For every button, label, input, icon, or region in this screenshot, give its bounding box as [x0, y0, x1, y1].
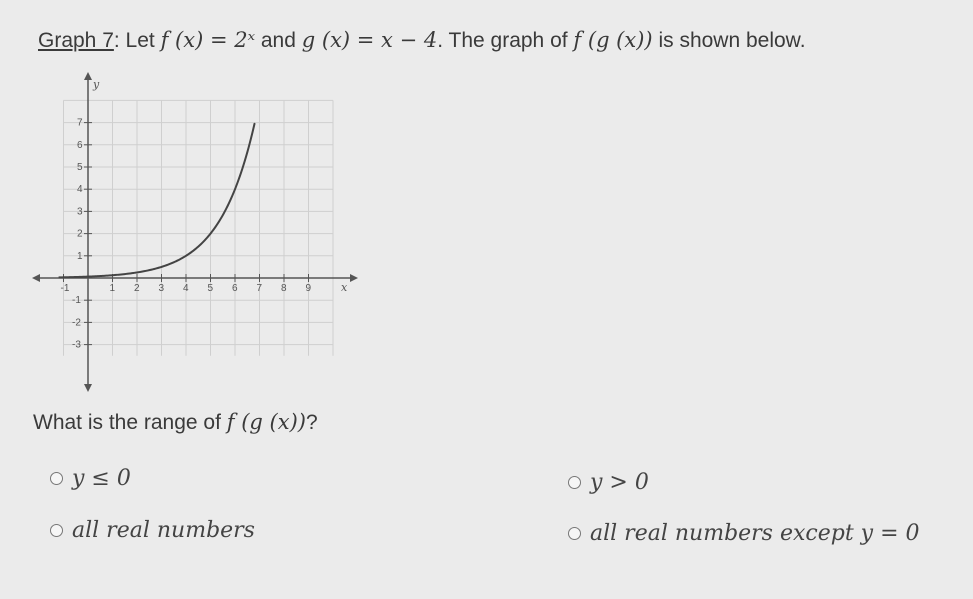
x-tick-label: 1	[109, 283, 116, 294]
x-tick-label: 2	[134, 283, 140, 294]
data-point	[234, 188, 236, 190]
y-tick-label: 6	[77, 139, 83, 151]
x-tick-label: 4	[183, 283, 189, 294]
x-tick-label: 5	[207, 283, 214, 294]
y-tick-label: 5	[77, 162, 83, 173]
x-axis-arrow	[350, 274, 358, 282]
x-tick-label: 6	[232, 283, 238, 294]
data-point	[185, 255, 187, 257]
y-axis-arrow-down	[84, 384, 92, 392]
y-tick-label: -3	[72, 339, 81, 351]
x-tick-label: -1	[60, 283, 70, 294]
data-point	[246, 152, 248, 154]
question-prefix: What is the range of	[33, 411, 227, 434]
x-axis-label: x	[341, 281, 348, 294]
radio-button[interactable]	[568, 476, 581, 489]
x-tick-label: 3	[158, 283, 165, 294]
radio-button[interactable]	[50, 472, 63, 485]
header-composite: f (g (x))	[573, 28, 653, 52]
header-mid: . The graph of	[437, 29, 574, 52]
y-tick-label: -2	[72, 317, 81, 329]
option-label: y ≤ 0	[72, 466, 131, 491]
option-y-greater-zero[interactable]	[568, 470, 649, 495]
x-tick-label: 7	[256, 283, 263, 294]
data-point	[63, 277, 65, 279]
y-axis-label: y	[93, 78, 100, 91]
y-tick-label: 2	[77, 228, 83, 240]
y-tick-label: -1	[72, 295, 81, 307]
range-question	[33, 410, 318, 435]
data-point	[161, 266, 163, 268]
radio-button[interactable]	[50, 524, 63, 537]
grid	[64, 100, 334, 355]
question-composite: f (g (x))	[226, 410, 306, 434]
data-point	[254, 123, 256, 125]
x-tick-label: 9	[305, 283, 312, 294]
radio-button[interactable]	[568, 527, 581, 540]
question-header	[38, 28, 806, 53]
data-point	[210, 233, 212, 235]
data-point	[87, 276, 89, 278]
header-prefix: : Let	[113, 29, 161, 52]
option-label: all real numbers	[72, 518, 255, 543]
f-definition: f (x) = 2ˣ	[160, 28, 256, 52]
option-y-less-equal-zero[interactable]	[50, 466, 131, 491]
question-suffix: ?	[305, 411, 318, 434]
y-tick-label: 1	[77, 250, 83, 262]
graph-label: Graph 7	[38, 29, 114, 52]
g-definition: g (x) = x − 4	[301, 28, 438, 52]
exponential-graph	[28, 68, 368, 398]
y-tick-label: 7	[77, 117, 83, 129]
data-point	[136, 272, 138, 274]
y-tick-label: 4	[77, 184, 83, 196]
y-tick-label: 3	[77, 206, 83, 218]
data-point	[112, 274, 114, 276]
header-end: is shown below.	[652, 29, 806, 52]
header-and: and	[255, 29, 302, 52]
option-all-real-numbers[interactable]	[50, 518, 255, 543]
x-tick-label: 8	[281, 283, 287, 294]
x-axis-arrow-left	[32, 274, 40, 282]
option-all-real-except-zero[interactable]	[568, 521, 920, 546]
option-label: all real numbers except y = 0	[590, 521, 920, 546]
option-label: y > 0	[590, 470, 649, 495]
tick-labels	[61, 78, 349, 351]
y-axis-arrow	[84, 72, 92, 80]
